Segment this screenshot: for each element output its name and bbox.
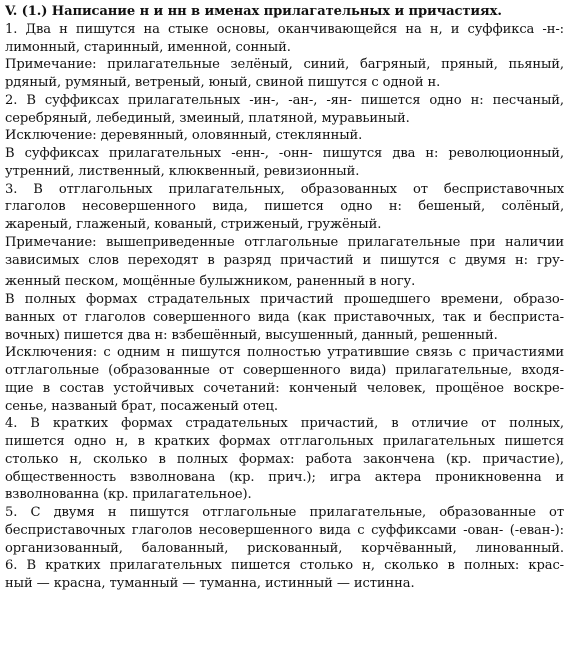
- document-body: [5, 3, 564, 593]
- text-line: В суффиксах прилагательных -енн-, -онн- пишутся два н: революционный,: [5, 146, 564, 161]
- text-line: жареный, глаженый, кованый, стриженый, гружёный.: [5, 217, 382, 232]
- text-line: 4. В кратких формах страдательных причастий, в отличие от полных,: [5, 416, 564, 432]
- text-line: взволнованна (кр. прилагательное).: [5, 487, 252, 503]
- text-line: сенье, названый брат, посаженый отец.: [5, 398, 278, 414]
- text-line: серебряный, лебединый, змеиный, платяной, муравьиный.: [5, 110, 410, 126]
- text-line: рдяный, румяный, ветреный, юный, свиной пишутся с одной н.: [5, 75, 441, 90]
- text-line: ванных от глаголов совершенного вида (как приставочных, так и бесприста-: [5, 309, 564, 325]
- text-line: 6. В кратких прилагательных пишется столько н, сколько в полных: крас-: [5, 558, 564, 574]
- text-line: вочных) пишется два н: взбешённый, высушенный, данный, решенный.: [5, 327, 498, 343]
- text-line: Примечание: прилагательные зелёный, синий, багряный, пряный, пьяный,: [5, 57, 564, 73]
- section-title: V. (1.) Написание н и нн в именах прилагательных и причастиях.: [5, 4, 502, 19]
- text-line: лимонный, старинный, именной, сонный.: [5, 39, 291, 55]
- text-line: женный песком, мощённые булыжником, раненный в ногу.: [5, 274, 416, 290]
- text-line: организованный, балованный, рискованный, корчёванный, линованный.: [5, 540, 564, 556]
- text-line: щие в состав устойчивых сочетаний: конченый человек, прощёное воскре-: [5, 380, 564, 396]
- text-line: зависимых слов переходят в разряд причастий и пишутся с двумя н: гру-: [5, 252, 564, 268]
- text-line: утренний, лиственный, клюквенный, ревизионный.: [5, 163, 360, 179]
- text-line: 1. Два н пишутся на стыке основы, оканчивающейся на н, и суффикса -н-:: [5, 21, 564, 37]
- text-line: ный — красна, туманный — туманна, истинный — истинна.: [5, 576, 415, 591]
- text-line: 3. В отглагольных прилагательных, образованных от бесприставочных: [5, 181, 564, 197]
- text-line: общественность взволнована (кр. прич.); игра актера проникновенна и: [5, 469, 564, 485]
- text-line: В полных формах страдательных причастий прошедшего времени, образо-: [5, 292, 564, 307]
- text-line: отглагольные (образованные от совершенного вида) прилагательные, входя-: [5, 363, 564, 378]
- text-line: глаголов несовершенного вида, пишется одно н: бешеный, солёный,: [5, 199, 564, 215]
- text-line: 5. С двумя н пишутся отглагольные прилагательные, образованные от: [5, 505, 564, 520]
- text-line: Исключение: деревянный, оловянный, стеклянный.: [5, 128, 363, 144]
- text-line: пишется одно н, в кратких формах отглагольных прилагательных пишется: [5, 434, 564, 449]
- text-line: Примечание: вышеприведенные отглагольные прилагательные при наличии: [5, 234, 564, 250]
- text-line: 2. В суффиксах прилагательных -ин-, -ан-, -ян- пишется одно н: песчаный,: [5, 92, 564, 108]
- text-line: Исключения: с одним н пишутся полностью утратившие связь с причастиями: [5, 345, 564, 361]
- text-line: столько н, сколько в полных формах: работа закончена (кр. причастие),: [5, 451, 564, 467]
- text-line: бесприставочных глаголов несовершенного вида с суффиксами -ован- (-еван-):: [5, 522, 564, 538]
